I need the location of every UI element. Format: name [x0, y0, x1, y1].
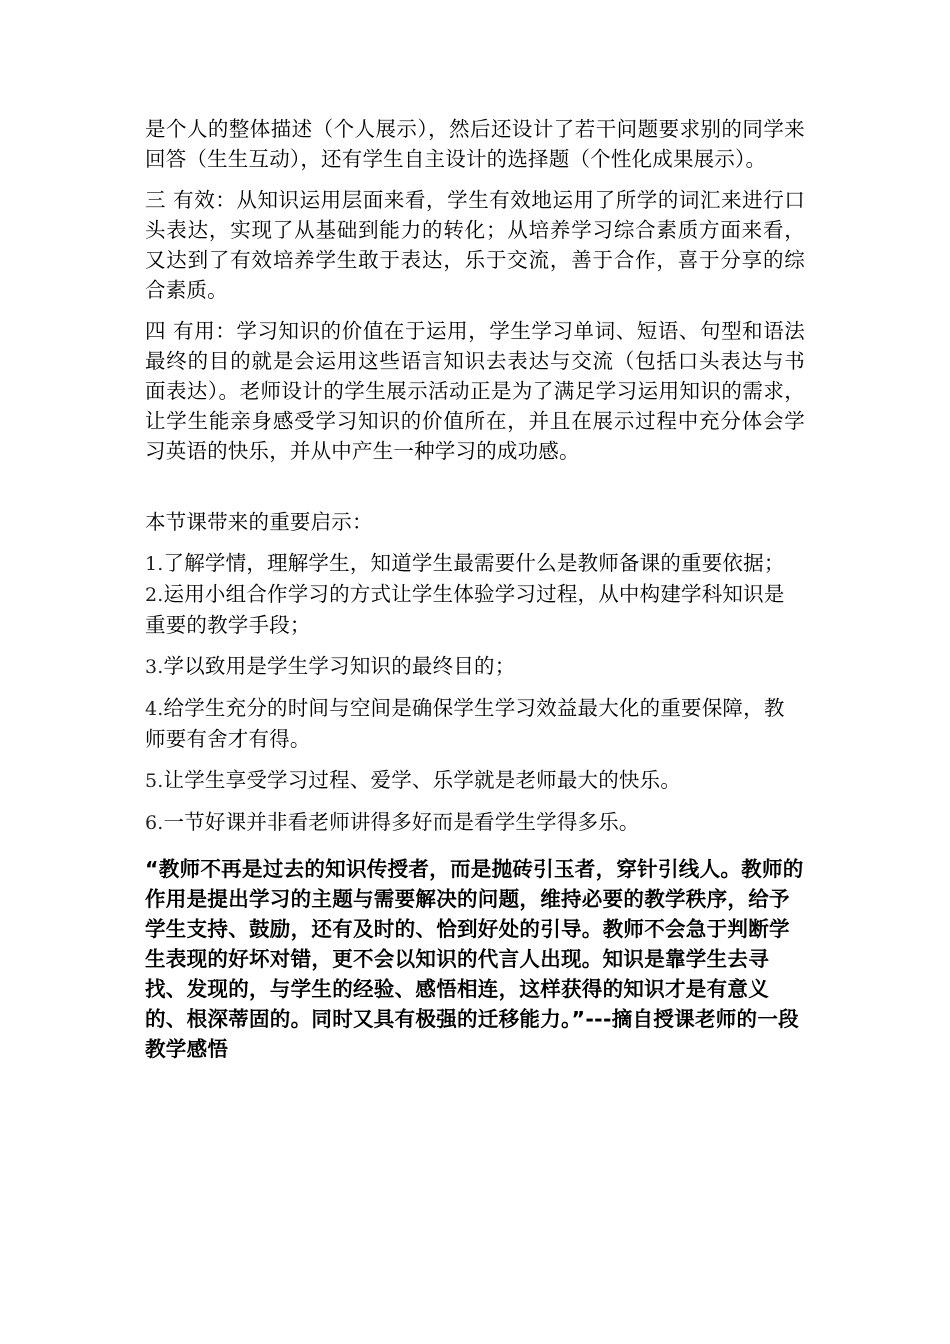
list-number: 1. — [145, 553, 164, 575]
blank-line — [145, 477, 805, 507]
list-text: 给学生充分的时间与空间是确保学生学习效益最大化的重要保障，教师要有舍才有得。 — [145, 696, 785, 751]
list-number: 5. — [145, 770, 164, 792]
list-number: 3. — [145, 656, 164, 678]
list-number: 6. — [145, 812, 164, 834]
teacher-quote: “教师不再是过去的知识传授者，而是抛砖引玉者，穿针引线人。教师的作用是提出学习的主题与需要解决的问题，维持必要的教学秩序，给予学生支持、鼓励，还有及时的、恰到好处的引导。教师不会急于判断学生表现的好坏对错，更不会以知识的代言人出现。知识是靠学生去寻找、发现的，与学生的经验、感悟相连，这样获得的知识才是有意义的、根深蒂固的。同时又具有极强的迁移能力。”---摘自授课老师的一段教学感悟 — [145, 857, 804, 1061]
paragraph-effective: 三 有效：从知识运用层面来看，学生有效地运用了所学的词汇来进行口头表达，实现了从基础到能力的转化；从培养学习综合素质方面来看，又达到了有效培养学生敢于表达，乐于交流，善于合作，喜于分享的综合素质。 — [145, 188, 805, 302]
list-text: 一节好课并非看老师讲得多好而是看学生学得多乐。 — [163, 810, 640, 834]
list-item — [145, 693, 805, 754]
paragraph-personal-display: 是个人的整体描述（个人展示），然后还设计了若干问题要求别的同学来回答（生生互动），还有学生自主设计的选择题（个性化成果展示）。 — [145, 117, 805, 171]
list-number: 4. — [145, 698, 164, 720]
list-text: 学以致用是学生学习知识的最终目的； — [163, 654, 516, 678]
list-item — [145, 765, 805, 796]
list-text: 让学生享受学习过程、爱学、乐学就是老师最大的快乐。 — [163, 768, 682, 792]
section-heading: 本节课带来的重要启示： — [145, 510, 373, 534]
list-text: 运用小组合作学习的方式让学生体验学习过程，从中构建学科知识是重要的教学手段； — [145, 582, 785, 637]
paragraph-useful: 四 有用：学习知识的价值在于运用，学生学习单词、短语、句型和语法最终的目的就是会运用这些语言知识去表达与交流（包括口头表达与书面表达）。老师设计的学生展示活动正是为了满足学习运用知识的需求，让学生能亲身感受学习知识的价值所在，并且在展示过程中充分体会学习英语的快乐，并从中产生一种学习的成功感。 — [145, 319, 805, 463]
list-item — [145, 651, 805, 682]
document-page — [145, 114, 805, 1064]
list-item — [145, 548, 805, 640]
list-item — [145, 807, 805, 838]
list-text: 了解学情，理解学生，知道学生最需要什么是教师备课的重要依据； — [163, 551, 785, 575]
list-number: 2. — [145, 584, 164, 606]
